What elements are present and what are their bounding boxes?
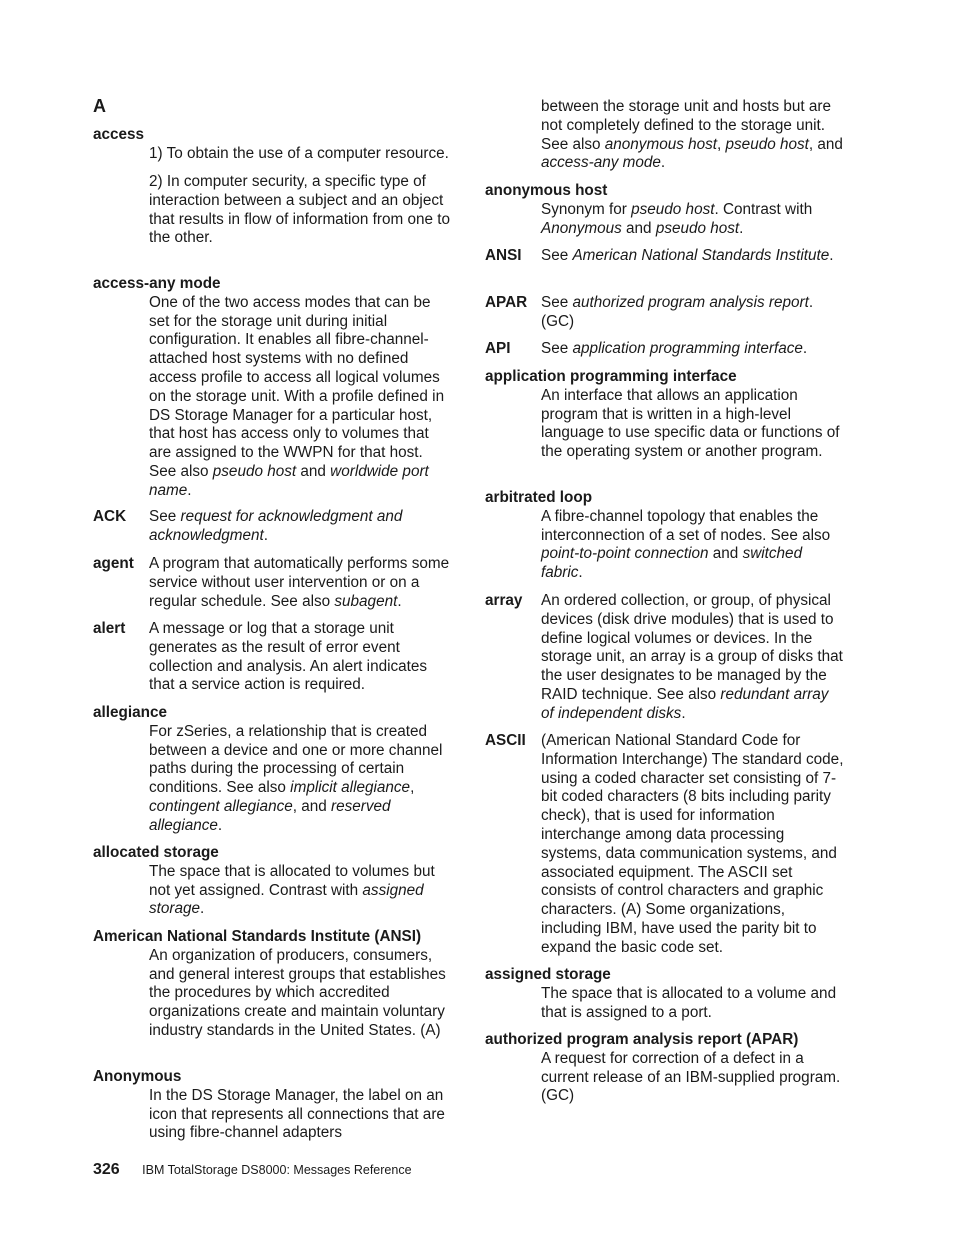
definition (149, 723, 453, 836)
definition (541, 1050, 845, 1106)
definition (541, 201, 845, 239)
entry-api (485, 340, 845, 359)
entry-array (485, 592, 845, 724)
definition-para: A message or log that a storage unit generates as the result of error event collection and analysis. An alert indicates that a service action is required. (149, 620, 428, 694)
term: array (485, 592, 523, 609)
definition-para: See American National Standards Institute. (541, 247, 834, 264)
definition-para: A program that automatically performs some service without user intervention or on a regular schedule. See also subagent. (149, 555, 450, 610)
definition (541, 247, 845, 266)
definition (149, 555, 453, 611)
term: American National Standards Institute (ANSI) (93, 928, 422, 945)
definition-para: An ordered collection, or group, of physical devices (disk drive modules) that is used to define logical volumes or devices. In the storage unit, an array is a group of disks that the user designates to be managed by the RAID technique. See also redundant array of independent disks. (541, 592, 843, 722)
cross-reference: American National Standards Institute (572, 247, 830, 264)
cross-reference: request for acknowledgment and acknowledgment (149, 508, 403, 544)
definition (149, 508, 453, 546)
definition (541, 98, 845, 173)
cross-reference: pseudo host (655, 219, 740, 237)
definition-para: One of the two access modes that can be set for the storage unit during initial configuration. It enables all fibre-channel-attached host systems with no defined access profile to access all logical volumes on the storage unit. With a profile defined in DS Storage Manager for a particular host, that host has access only to volumes that are assigned to the WWPN for that host. See also pseudo host and worldwide port name. (149, 293, 445, 499)
term: authorized program analysis report (APAR) (485, 1031, 799, 1048)
term: assigned storage (485, 966, 611, 983)
term: APAR (485, 294, 528, 311)
entry-authorized-program-analysis-report (485, 1031, 845, 1106)
cross-reference: switched fabric (541, 545, 803, 582)
entry-apar (485, 294, 845, 332)
cross-reference: authorized program analysis report (572, 294, 809, 311)
definition (149, 1087, 453, 1143)
cross-reference: contingent allegiance (149, 797, 293, 815)
cross-reference: point-to-point connection (541, 545, 709, 563)
page-number: 326 (93, 1161, 120, 1178)
definition-para: An organization of producers, consumers, and general interest groups that establishes the procedures by which accredited organizations create and maintain voluntary industry standards in the United States. (A) (149, 946, 446, 1039)
cross-reference: pseudo host (212, 462, 297, 480)
definition (541, 508, 845, 583)
entry-allocated-storage (93, 844, 453, 919)
definition-para: A fibre-channel topology that enables the interconnection of a set of nodes. See also point-to-point connection and switched fabric. (541, 507, 831, 582)
definition-para: The space that is allocated to volumes but not yet assigned. Contrast with assigned storage. (149, 862, 435, 918)
definition-para: See authorized program analysis report. (GC) (541, 294, 814, 330)
term: anonymous host (485, 182, 608, 199)
term: alert (93, 620, 126, 637)
definition-para: In the DS Storage Manager, the label on an icon that represents all connections that are using fibre-channel adapters (149, 1086, 445, 1142)
definition (541, 340, 845, 359)
term: allegiance (93, 704, 167, 721)
cross-reference: pseudo host (725, 135, 809, 153)
entry-allegiance (93, 704, 453, 836)
term: access (93, 126, 145, 143)
definition (149, 947, 453, 1041)
definition-para: See application programming interface. (541, 340, 808, 357)
term: access-any mode (93, 275, 221, 292)
entry-anonymous-host (485, 182, 845, 238)
entry-assigned-storage (485, 966, 845, 1022)
section-letter: A (93, 96, 106, 116)
cross-reference: implicit allegiance (290, 779, 411, 797)
cross-reference: subagent (334, 592, 398, 610)
entry-alert (93, 620, 453, 695)
term: API (485, 340, 511, 357)
cross-reference: redundant array of independent disks (541, 685, 829, 722)
cross-reference: reserved allegiance (149, 797, 391, 834)
entry-access-any-mode (93, 275, 453, 501)
cross-reference: Anonymous (541, 219, 622, 237)
definition (149, 145, 453, 248)
definition (541, 294, 845, 332)
cross-reference: anonymous host (604, 135, 718, 153)
term: allocated storage (93, 844, 219, 861)
cross-reference: application programming interface (572, 340, 803, 357)
entry-anonymous (93, 1068, 453, 1143)
definition (541, 985, 845, 1023)
definition-para: See request for acknowledgment and acknowledgment. (149, 508, 403, 544)
term: arbitrated loop (485, 489, 593, 506)
entry-anonymous-continued (485, 98, 845, 173)
definition (541, 732, 845, 958)
cross-reference: pseudo host (631, 200, 715, 218)
term: application programming interface (485, 368, 737, 385)
definition (149, 620, 453, 695)
definition-para: 1) To obtain the use of a computer resource. (149, 144, 449, 162)
definition-para: Synonym for pseudo host. Contrast with Anonymous and pseudo host. (541, 200, 813, 237)
definition (149, 294, 453, 501)
definition (541, 387, 845, 462)
definition-para: 2) In computer security, a specific type of interaction between a subject and an object that results in flow of information from one to the other. (149, 173, 450, 247)
definition-para: between the storage unit and hosts but are not completely defined to the storage unit. See also anonymous host, pseudo host, and access-any mode. (541, 98, 843, 172)
term: ASCII (485, 732, 526, 749)
entry-arbitrated-loop (485, 489, 845, 583)
entry-application-programming-interface (485, 368, 845, 462)
term: agent (93, 555, 134, 572)
definition-para: An interface that allows an application program that is written in a high-level language to use specific data or functions of the operating system or another program. (541, 386, 840, 461)
footer-title: IBM TotalStorage DS8000: Messages Reference (142, 1163, 412, 1177)
term: ANSI (485, 247, 522, 264)
entry-ansi-full (93, 928, 453, 1041)
cross-reference: access-any mode (541, 154, 661, 172)
page-footer (93, 1161, 412, 1179)
entry-agent (93, 555, 453, 611)
cross-reference: worldwide port name (149, 462, 429, 499)
entry-ack (93, 508, 453, 546)
term: Anonymous (93, 1068, 182, 1085)
definition-para: The space that is allocated to a volume and that is assigned to a port. (541, 984, 837, 1021)
definition-para: For zSeries, a relationship that is created between a device and one or more channel paths during the processing of certain conditions. See also implicit allegiance, contingent allegiance, and reserved allegiance. (149, 722, 443, 834)
definition (541, 592, 845, 724)
entry-ascii (485, 732, 845, 958)
entry-access (93, 126, 453, 248)
cross-reference: assigned storage (149, 881, 424, 918)
term: ACK (93, 508, 127, 525)
definition-para: A request for correction of a defect in a current release of an IBM-supplied program. (GC) (541, 1049, 841, 1105)
definition-para: (American National Standard Code for Information Interchange) The standard code, using a coded character set consisting of 7-bit coded characters (8 bits including parity check), that is used for information interchange among data processing systems, data communication systems, and associated equipment. The ASCII set consists of control characters and graphic characters. (A) Some organizations, including IBM, have used the parity bit to expand the basic code set. (541, 732, 844, 956)
entry-ansi (485, 247, 845, 266)
definition (149, 863, 453, 919)
